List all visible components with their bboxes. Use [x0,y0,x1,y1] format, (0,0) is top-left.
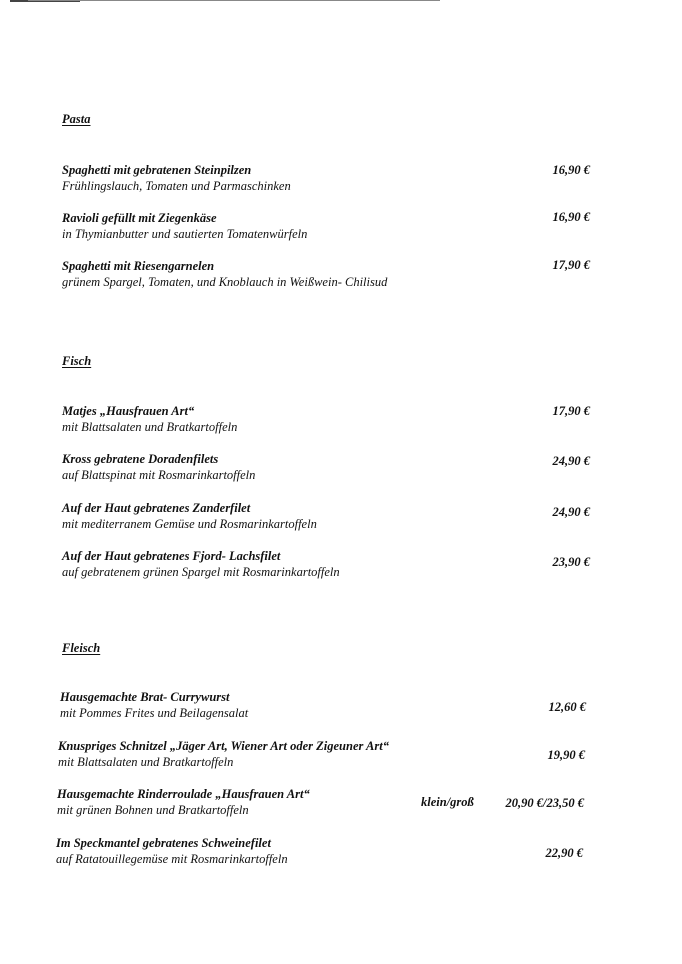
menu-item-name: Knuspriges Schnitzel „Jäger Art, Wiener Art oder Zigeuner Art“ [58,739,389,753]
menu-item-name: Auf der Haut gebratenes Zanderfilet [62,501,251,515]
menu-item-price: 16,90 € [552,210,590,224]
menu-item [62,451,422,483]
menu-item [62,258,422,290]
menu-item-price: 19,90 € [547,748,585,762]
menu-item-description: auf Blattspinat mit Rosmarinkartoffeln [62,468,256,482]
top-edge-rule [28,0,440,1]
menu-item-name: Matjes „Hausfrauen Art“ [62,404,195,418]
menu-item-price: 16,90 € [552,163,590,177]
menu-item [62,500,422,532]
menu-item [57,786,417,818]
menu-item-price: 24,90 € [552,505,590,519]
menu-item-name: Spaghetti mit gebratenen Steinpilzen [62,163,252,177]
menu-item-description: mit mediterranem Gemüse und Rosmarinkartoffeln [62,517,317,531]
menu-item-description: mit grünen Bohnen und Bratkartoffeln [57,803,249,817]
menu-item-description: mit Pommes Frites und Beilagensalat [60,706,249,720]
menu-item-name: Auf der Haut gebratenes Fjord- Lachsfilet [62,549,281,563]
section-title-fisch: Fisch [62,354,92,368]
menu-item-price: 17,90 € [552,258,590,272]
menu-item-description: mit Blattsalaten und Bratkartoffeln [58,755,234,769]
section-title-fleisch: Fleisch [62,641,101,655]
menu-item-description: auf gebratenem grünen Spargel mit Rosmarinkartoffeln [62,565,340,579]
menu-item-name: Ravioli gefüllt mit Ziegenkäse [62,211,217,225]
menu-item-description: Frühlingslauch, Tomaten und Parmaschinken [62,179,291,193]
menu-item [56,835,416,867]
menu-item-description: mit Blattsalaten und Bratkartoffeln [62,420,238,434]
menu-item [62,403,422,435]
menu-item [60,689,420,721]
menu-item [62,210,422,242]
section-title-pasta: Pasta [62,112,91,126]
menu-item-price: 23,90 € [552,555,590,569]
menu-item-price: 12,60 € [548,700,586,714]
menu-item-name: Hausgemachte Brat- Currywurst [60,690,230,704]
menu-item-name: Kross gebratene Doradenfilets [62,452,219,466]
menu-item-price: 22,90 € [545,846,583,860]
menu-item-price: 20,90 €/23,50 € [505,796,584,810]
menu-item-price: 17,90 € [552,404,590,418]
menu-item-size-label: klein/groß [421,795,474,809]
menu-item [62,162,422,194]
menu-item-price: 24,90 € [552,454,590,468]
menu-item-description: grünem Spargel, Tomaten, und Knoblauch in Weißwein- Chilisud [62,275,388,289]
menu-item-name: Hausgemachte Rinderroulade „Hausfrauen Art“ [57,787,310,801]
menu-item-description: in Thymianbutter und sautierten Tomatenwürfeln [62,227,308,241]
menu-item-description: auf Ratatouillegemüse mit Rosmarinkartoffeln [56,852,288,866]
menu-item-name: Spaghetti mit Riesengarnelen [62,259,215,273]
menu-item [62,548,422,580]
menu-item [58,738,418,770]
menu-item-name: Im Speckmantel gebratenes Schweinefilet [56,836,271,850]
